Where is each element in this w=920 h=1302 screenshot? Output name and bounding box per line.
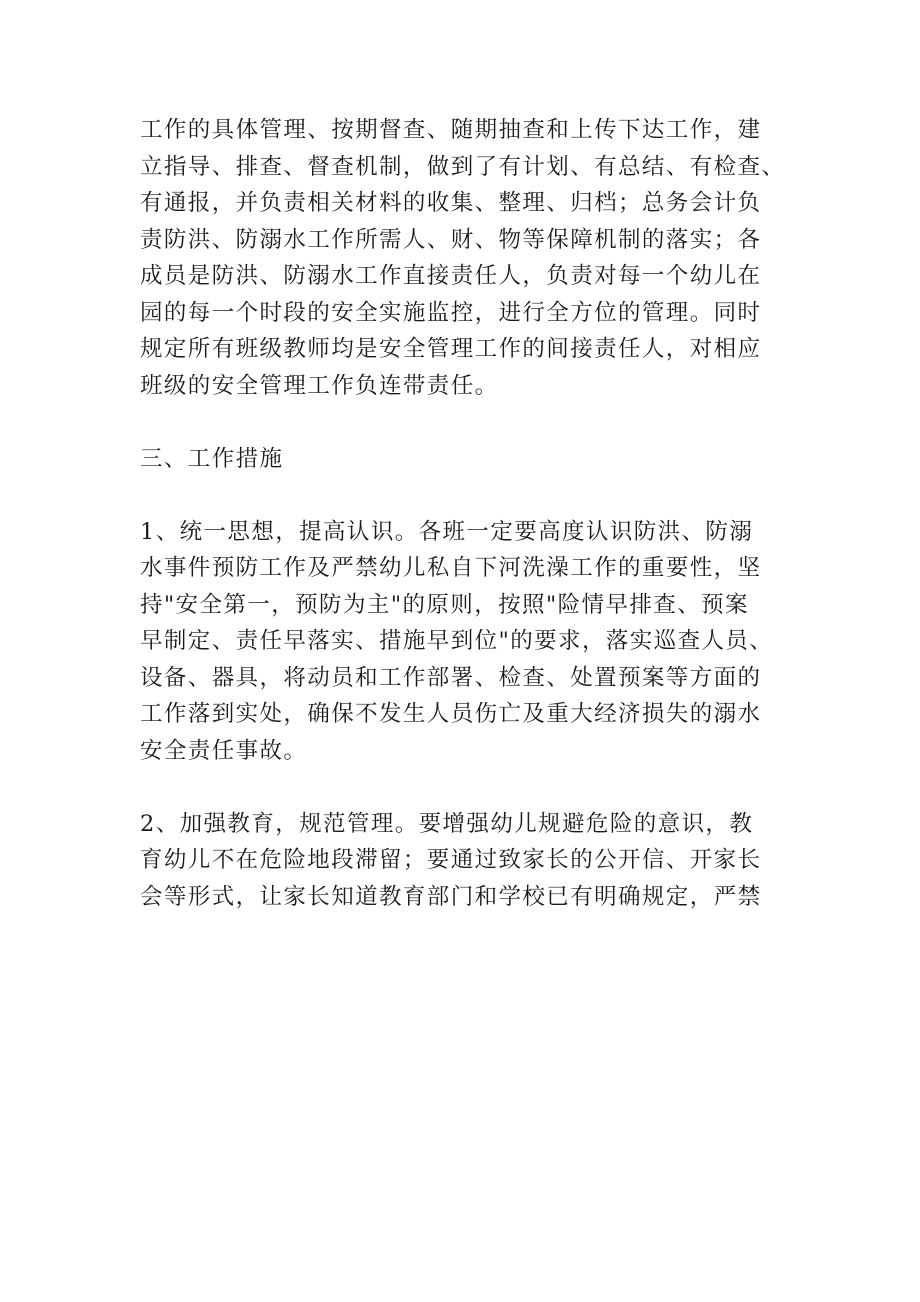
text-line: 安全责任事故。 — [140, 737, 308, 764]
text-line: 会等形式，让家长知道教育部门和学校已有明确规定，严禁 — [140, 883, 762, 910]
paragraph-gap — [140, 477, 800, 514]
text-line: 班级的安全管理工作负连带责任。 — [140, 372, 499, 399]
text-line: 立指导、排查、督查机制，做到了有计划、有总结、有检查、 — [140, 153, 786, 180]
paragraph-measure-1 — [140, 514, 800, 770]
text-line: 工作落到实处，确保不发生人员伤亡及重大经济损失的溺水 — [140, 701, 762, 727]
text-line: 工作的具体管理、按期督查、随期抽查和上传下达工作，建 — [140, 117, 762, 143]
text-line: 成员是防洪、防溺水工作直接责任人，负责对每一个幼儿在 — [140, 263, 762, 289]
paragraph-gap — [140, 404, 800, 441]
text-line: 持"安全第一，预防为主"的原则，按照"险情早排查、预案 — [140, 591, 749, 618]
text-line: 2、加强教育，规范管理。要增强幼儿规避危险的意识，教 — [140, 810, 754, 837]
paragraph-gap — [140, 769, 800, 806]
text-line: 责防洪、防溺水工作所需人、财、物等保障机制的落实；各 — [140, 226, 762, 253]
text-line: 育幼儿不在危险地段滞留；要通过致家长的公开信、开家长 — [140, 847, 762, 873]
document-page — [140, 112, 800, 915]
paragraph-responsibilities — [140, 112, 800, 404]
text-line: 有通报，并负责相关材料的收集、整理、归档；总务会计负 — [140, 190, 762, 216]
text-line: 规定所有班级教师均是安全管理工作的间接责任人，对相应 — [140, 336, 762, 362]
text-line: 水事件预防工作及严禁幼儿私自下河洗澡工作的重要性，坚 — [140, 555, 762, 581]
paragraph-measure-2 — [140, 806, 800, 916]
text-line: 1、统一思想，提高认识。各班一定要高度认识防洪、防溺 — [140, 518, 754, 545]
text-line: 设备、器具，将动员和工作部署、检查、处置预案等方面的 — [140, 664, 762, 691]
section-heading: 三、工作措施 — [140, 445, 284, 472]
text-line: 早制定、责任早落实、措施早到位"的要求，落实巡查人员、 — [140, 628, 774, 654]
text-line: 园的每一个时段的安全实施监控，进行全方位的管理。同时 — [140, 299, 762, 326]
